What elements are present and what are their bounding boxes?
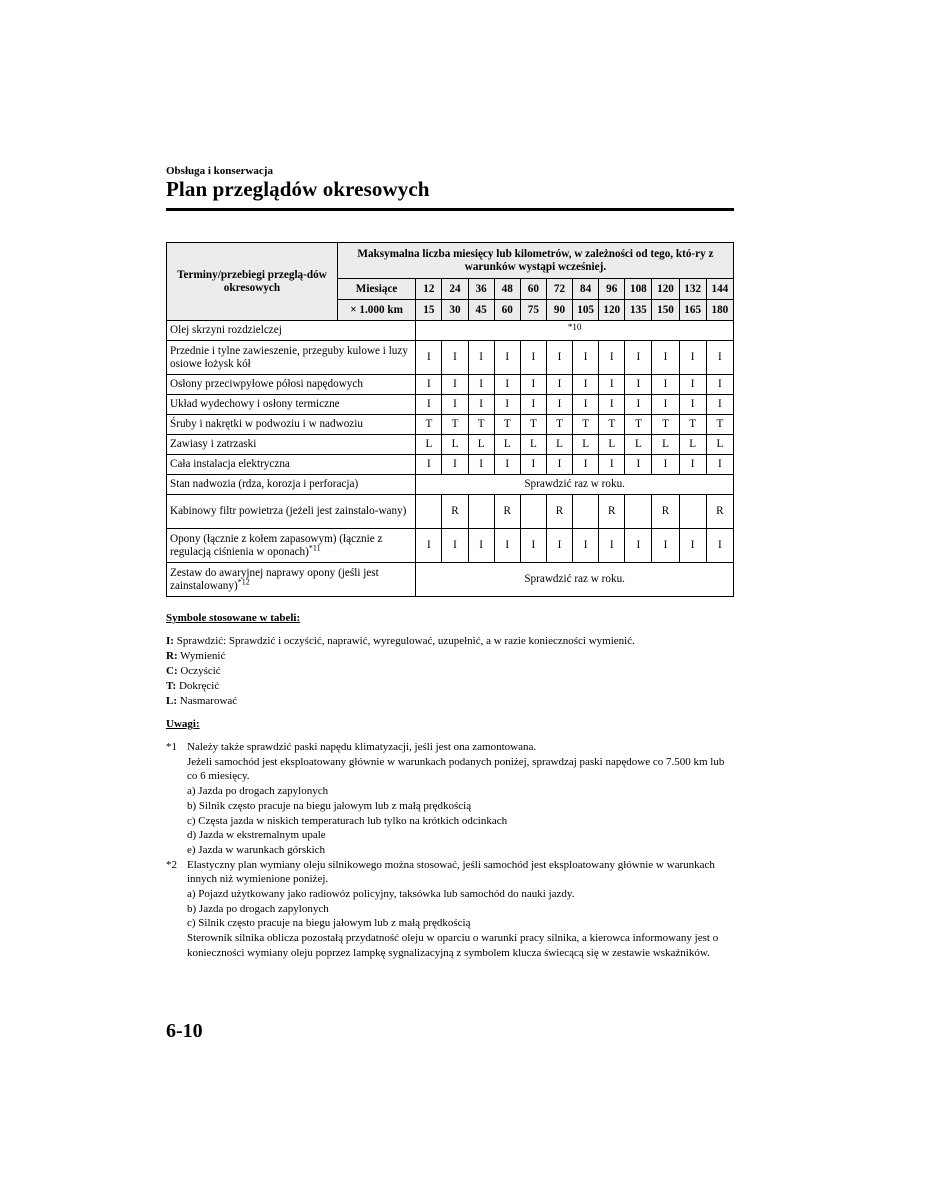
row-label-text: Zestaw do awaryjnej naprawy opony (jeśli jest zainstalowany) <box>170 566 379 592</box>
row-label <box>167 475 416 495</box>
month-108: 108 <box>625 279 652 300</box>
table-cell: R <box>599 495 625 529</box>
table-row <box>167 475 734 495</box>
table-cell: I <box>652 455 679 475</box>
symbol-key: L: <box>166 695 177 707</box>
table-cell: I <box>494 395 520 415</box>
table-cell: I <box>468 395 494 415</box>
months-label: Miesiące <box>337 279 415 300</box>
row-label-text: Układ wydechowy i osłony termiczne <box>170 398 340 410</box>
table-cell: L <box>573 435 599 455</box>
table-cell: I <box>599 529 625 563</box>
table-cell: L <box>546 435 572 455</box>
footnote-ref: *12 <box>237 576 250 586</box>
table-cell: I <box>625 375 652 395</box>
km-90: 90 <box>546 300 572 321</box>
table-cell: I <box>442 455 468 475</box>
table-cell: I <box>468 375 494 395</box>
section-label: Obsługa i konserwacja <box>166 165 273 177</box>
table-cell: I <box>416 529 442 563</box>
table-row <box>167 395 734 415</box>
footnote-ref: *11 <box>308 542 321 552</box>
table-cell: I <box>706 375 733 395</box>
table-cell: I <box>416 455 442 475</box>
table-cell: I <box>573 529 599 563</box>
table-cell: I <box>442 529 468 563</box>
table-cell: L <box>599 435 625 455</box>
table-cell: I <box>416 375 442 395</box>
table-cell: T <box>573 415 599 435</box>
table-cell: I <box>706 395 733 415</box>
month-24: 24 <box>442 279 468 300</box>
table-cell: I <box>679 341 706 375</box>
table-cell: L <box>706 435 733 455</box>
table-cell <box>520 495 546 529</box>
table-cell: I <box>494 529 520 563</box>
symbol-text: Wymienić <box>180 650 226 662</box>
month-48: 48 <box>494 279 520 300</box>
symbol-item <box>166 649 635 664</box>
table-cell: I <box>599 455 625 475</box>
month-84: 84 <box>573 279 599 300</box>
symbol-item <box>166 664 635 679</box>
table-cell: I <box>625 341 652 375</box>
month-132: 132 <box>679 279 706 300</box>
row-span-cell: Sprawdzić raz w roku. <box>416 563 734 597</box>
table-cell: I <box>679 455 706 475</box>
table-cell: T <box>706 415 733 435</box>
table-cell: R <box>546 495 572 529</box>
table-cell <box>679 495 706 529</box>
table-cell: I <box>652 341 679 375</box>
table-row <box>167 529 734 563</box>
table-cell: I <box>416 395 442 415</box>
symbol-key: R: <box>166 650 178 662</box>
table-cell: I <box>546 455 572 475</box>
table-cell: I <box>679 529 706 563</box>
table-cell: T <box>652 415 679 435</box>
table-cell: T <box>546 415 572 435</box>
row-label-text: Olej skrzyni rozdzielczej <box>170 324 282 336</box>
table-cell: I <box>706 529 733 563</box>
km-45: 45 <box>468 300 494 321</box>
month-144: 144 <box>706 279 733 300</box>
table-cell: L <box>679 435 706 455</box>
table-cell: I <box>679 375 706 395</box>
km-135: 135 <box>625 300 652 321</box>
note-mark: *1 <box>166 741 177 753</box>
table-cell: I <box>546 395 572 415</box>
note-line: b) Jazda po drogach zapylonych <box>187 902 329 915</box>
table-cell: I <box>573 341 599 375</box>
note-line: Należy także sprawdzić paski napędu klimatyzacji, jeśli jest ona zamontowana. <box>187 741 537 753</box>
km-60: 60 <box>494 300 520 321</box>
note-line: Jeżeli samochód jest eksploatowany głównie w warunkach podanych poniżej, sprawdzaj paski napędowe co 7.500 km lub co 6 miesięcy. <box>187 755 725 783</box>
row-label <box>167 563 416 597</box>
km-30: 30 <box>442 300 468 321</box>
symbol-text: Nasmarować <box>179 695 238 707</box>
table-cell: I <box>546 529 572 563</box>
table-row <box>167 435 734 455</box>
table-cell: I <box>442 395 468 415</box>
note-line: Sterownik silnika oblicza pozostałą przydatność oleju w oparciu o warunki pracy silnika, a kierowca informowany jest o konieczności wymiany oleju poprzez lampkę sygnalizacyjną z symbolem klucza świecącą się w zestawie wskaźników. <box>187 932 719 959</box>
symbol-text: Oczyścić <box>180 665 221 677</box>
km-165: 165 <box>679 300 706 321</box>
note-line: e) Jazda w warunkach górskich <box>187 843 326 856</box>
month-60: 60 <box>520 279 546 300</box>
note-line: a) Pojazd użytkowany jako radiowóz policyjny, taksówka lub samochód do nauki jazdy. <box>187 888 575 901</box>
table-cell: T <box>520 415 546 435</box>
table-cell: I <box>599 395 625 415</box>
row-label <box>167 395 416 415</box>
symbol-item <box>166 679 635 694</box>
table-cell <box>468 495 494 529</box>
table-cell: I <box>706 341 733 375</box>
table-cell: T <box>416 415 442 435</box>
row-label <box>167 375 416 395</box>
table-cell: I <box>442 375 468 395</box>
row-label-text: Cała instalacja elektryczna <box>170 458 290 470</box>
maintenance-schedule-table <box>166 242 734 597</box>
month-12: 12 <box>416 279 442 300</box>
note-line: b) Silnik często pracuje na biegu jałowym lub z małą prędkością <box>187 799 472 812</box>
table-cell: I <box>625 395 652 415</box>
table-cell: I <box>679 395 706 415</box>
month-72: 72 <box>546 279 572 300</box>
note-line: d) Jazda w ekstremalnym upale <box>187 829 326 842</box>
row-label-text: Przednie i tylne zawieszenie, przeguby kulowe i luzy osiowe łożysk kół <box>170 344 408 370</box>
page-number: 6-10 <box>166 1020 203 1042</box>
table-cell: T <box>494 415 520 435</box>
row-label <box>167 435 416 455</box>
table-cell: T <box>679 415 706 435</box>
table-cell: I <box>573 375 599 395</box>
row-label <box>167 529 416 563</box>
table-cell: I <box>468 341 494 375</box>
table-cell: R <box>706 495 733 529</box>
table-cell: T <box>599 415 625 435</box>
km-180: 180 <box>706 300 733 321</box>
table-cell: I <box>652 395 679 415</box>
table-row <box>167 341 734 375</box>
symbols-heading: Symbole stosowane w tabeli: <box>166 612 301 624</box>
note-line: c) Częsta jazda w niskich temperaturach lub tylko na krótkich odcinkach <box>187 814 508 827</box>
table-cell: I <box>520 455 546 475</box>
month-120: 120 <box>652 279 679 300</box>
km-label: × 1.000 km <box>337 300 415 321</box>
row-label <box>167 495 416 529</box>
row-label-text: Śruby i nakrętki w podwoziu i w nadwoziu <box>170 418 363 430</box>
note <box>166 858 734 961</box>
table-cell: T <box>442 415 468 435</box>
table-cell: I <box>625 455 652 475</box>
symbol-key: C: <box>166 665 178 677</box>
km-120: 120 <box>599 300 625 321</box>
symbol-text: Dokręcić <box>178 680 220 692</box>
row-label-text: Zawiasy i zatrzaski <box>170 438 257 450</box>
symbol-key: I: <box>166 635 174 647</box>
table-cell: I <box>442 341 468 375</box>
table-cell: I <box>468 455 494 475</box>
table-cell: I <box>625 529 652 563</box>
table-cell: R <box>652 495 679 529</box>
table-row <box>167 495 734 529</box>
table-cell: I <box>520 341 546 375</box>
table-cell: I <box>652 375 679 395</box>
note-mark: *2 <box>166 858 177 871</box>
table-cell: R <box>494 495 520 529</box>
row-label-text: Stan nadwozia (rdza, korozja i perforacja) <box>170 478 359 490</box>
table-cell: I <box>573 395 599 415</box>
note-line: c) Silnik często pracuje na biegu jałowym lub z małą prędkością <box>187 917 471 930</box>
table-cell: I <box>494 341 520 375</box>
notes-list <box>166 740 734 961</box>
table-cell: I <box>494 455 520 475</box>
table-cell: L <box>652 435 679 455</box>
symbol-text: Sprawdzić: Sprawdzić i oczyścić, naprawić, wyregulować, uzupełnić, a w razie konieczności wymienić. <box>176 635 635 647</box>
table-cell <box>625 495 652 529</box>
table-cell <box>416 495 442 529</box>
row-label-text: Opony (łącznie z kołem zapasowym) (łącznie z regulacją ciśnienia w oponach) <box>170 532 383 558</box>
km-150: 150 <box>652 300 679 321</box>
km-75: 75 <box>520 300 546 321</box>
title-divider <box>166 208 734 211</box>
table-cell: I <box>520 395 546 415</box>
table-cell: I <box>599 341 625 375</box>
table-cell: I <box>520 375 546 395</box>
month-36: 36 <box>468 279 494 300</box>
month-96: 96 <box>599 279 625 300</box>
symbol-key: T: <box>166 680 177 692</box>
row-label <box>167 455 416 475</box>
row-label-text: Osłony przeciwpyłowe półosi napędowych <box>170 378 363 390</box>
table-cell: I <box>494 375 520 395</box>
table-cell: I <box>573 455 599 475</box>
table-row <box>167 563 734 597</box>
row-label <box>167 341 416 375</box>
table-cell: L <box>468 435 494 455</box>
km-105: 105 <box>573 300 599 321</box>
note-line: a) Jazda po drogach zapylonych <box>187 785 329 798</box>
table-cell: L <box>416 435 442 455</box>
table-cell: T <box>625 415 652 435</box>
table-cell: I <box>652 529 679 563</box>
km-15: 15 <box>416 300 442 321</box>
symbol-item <box>166 634 635 649</box>
table-cell <box>573 495 599 529</box>
table-row <box>167 455 734 475</box>
note-line: Elastyczny plan wymiany oleju silnikowego można stosować, jeśli samochód jest eksploatowany głównie w warunkach innych niż wymienione poniżej. <box>187 858 715 886</box>
table-cell: I <box>468 529 494 563</box>
symbols-legend <box>166 634 635 709</box>
table-header-interval: Maksymalna liczba miesięcy lub kilometrów, w zależności od tego, któ-ry z warunków wystąpi wcześniej. <box>337 243 733 279</box>
table-row <box>167 375 734 395</box>
table-cell: L <box>520 435 546 455</box>
row-span-cell: Sprawdzić raz w roku. <box>416 475 734 495</box>
row-label-text: Kabinowy filtr powietrza (jeżeli jest zainstalo-wany) <box>170 505 407 517</box>
table-cell: I <box>416 341 442 375</box>
table-cell: I <box>546 341 572 375</box>
table-cell: I <box>599 375 625 395</box>
table-header-schedule: Terminy/przebiegi przeglą-dów okresowych <box>167 243 338 321</box>
note <box>166 740 734 858</box>
table-cell: I <box>706 455 733 475</box>
table-cell: L <box>625 435 652 455</box>
table-cell: R <box>442 495 468 529</box>
symbol-item <box>166 694 635 709</box>
table-cell: I <box>520 529 546 563</box>
row-span-cell: *10 <box>416 321 734 341</box>
row-label <box>167 415 416 435</box>
table-cell: L <box>494 435 520 455</box>
row-label <box>167 321 416 341</box>
table-row <box>167 415 734 435</box>
table-cell: L <box>442 435 468 455</box>
table-cell: T <box>468 415 494 435</box>
table-row <box>167 321 734 341</box>
notes-heading: Uwagi: <box>166 718 200 730</box>
table-cell: I <box>546 375 572 395</box>
page-title: Plan przeglądów okresowych <box>166 177 430 201</box>
